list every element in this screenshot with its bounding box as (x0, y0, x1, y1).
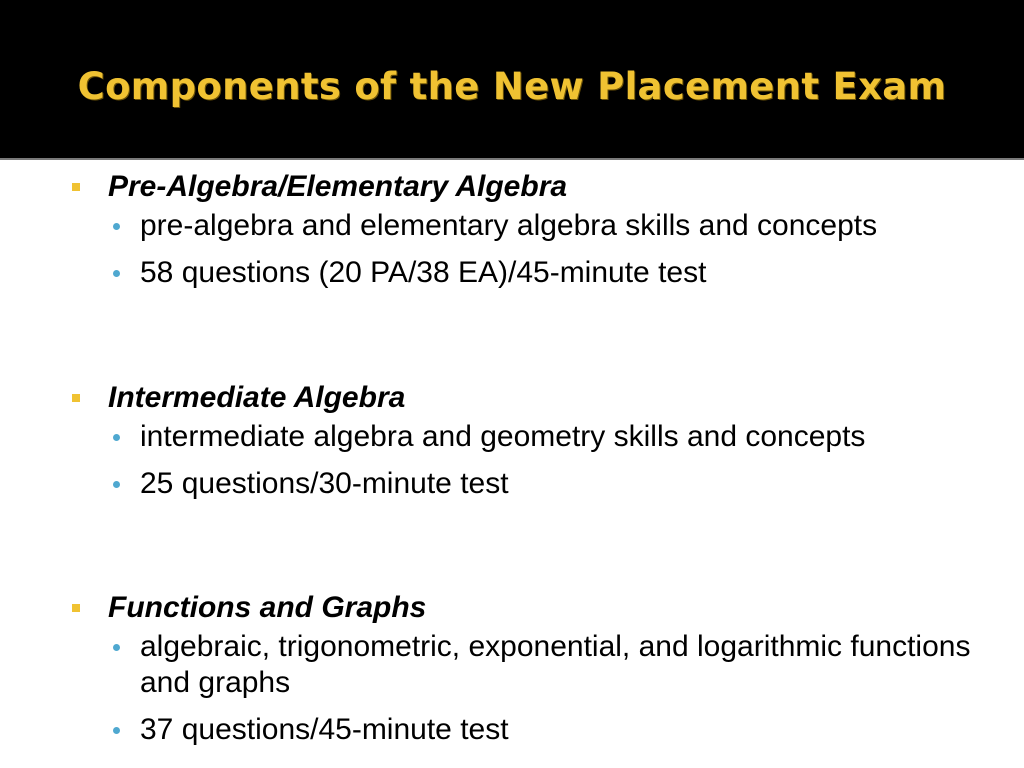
dot-bullet-icon (113, 727, 120, 734)
section-functions-graphs (0, 589, 1024, 759)
list-item (0, 466, 990, 502)
list-item-text: 58 questions (20 PA/38 EA)/45-minute test (140, 256, 707, 289)
section-heading: Pre-Algebra/Elementary Algebra (108, 170, 568, 203)
dot-bullet-icon (113, 434, 120, 441)
dot-bullet-icon (113, 270, 120, 277)
list-item (0, 208, 990, 244)
list-item-text: pre-algebra and elementary algebra skills and concepts (140, 209, 878, 242)
list-item-text: intermediate algebra and geometry skills and concepts (140, 420, 866, 453)
list-item (0, 712, 990, 748)
square-bullet-icon (72, 604, 80, 612)
list-item-text: 25 questions/30-minute test (140, 467, 509, 500)
list-item (0, 255, 990, 291)
list-item-text: 37 questions/45-minute test (140, 713, 509, 746)
dot-bullet-icon (113, 481, 120, 488)
section-heading-row (0, 589, 1024, 629)
slide-title: Components of the New Placement Exam (77, 65, 947, 108)
dot-bullet-icon (113, 223, 120, 230)
section-heading: Functions and Graphs (108, 591, 427, 624)
square-bullet-icon (72, 394, 80, 402)
list-item (0, 629, 990, 701)
dot-bullet-icon (113, 644, 120, 651)
square-bullet-icon (72, 183, 80, 191)
list-item (0, 419, 990, 455)
section-heading-row (0, 168, 1024, 208)
list-item-text: algebraic, trigonometric, exponential, and logarithmic functions and graphs (140, 630, 971, 699)
section-intermediate-algebra (0, 379, 1024, 513)
section-heading-row (0, 379, 1024, 419)
section-pre-algebra (0, 168, 1024, 302)
section-heading: Intermediate Algebra (108, 381, 406, 414)
